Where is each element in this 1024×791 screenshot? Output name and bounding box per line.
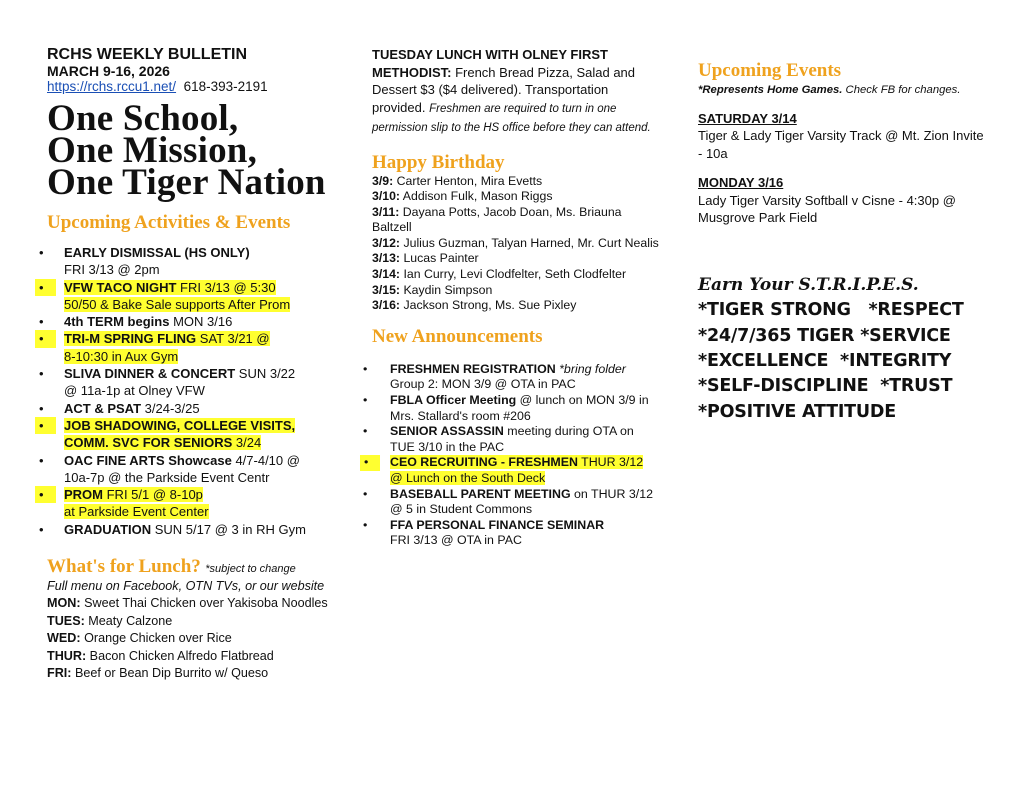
bullet-icon: • <box>363 424 368 439</box>
item-line <box>390 362 626 376</box>
lunch-day <box>47 613 347 630</box>
item-note: *bring folder <box>555 361 626 376</box>
item-text: at Parkside Event Center <box>64 504 209 520</box>
lunch-day <box>47 648 347 665</box>
item-text: 3/24-3/25 <box>141 400 200 416</box>
birthday-date: 3/11: <box>372 204 400 219</box>
item-bold: 4th TERM begins <box>64 314 170 330</box>
item-text: 4/7-4/10 @ <box>231 452 300 468</box>
tuesday-lunch-note: Freshmen are required to turn in one permission slip to the HS office before they can attend. <box>372 102 651 134</box>
bullet-icon: • <box>35 330 56 347</box>
lunch-meal: Bacon Chicken Alfredo Flatbread <box>89 648 274 663</box>
item-text: SUN 5/17 @ 3 in RH Gym <box>151 521 306 537</box>
bulletin-title: RCHS WEEKLY BULLETIN <box>47 46 248 63</box>
upcoming-note <box>698 82 988 98</box>
item-line <box>64 280 276 295</box>
list-item <box>39 313 347 330</box>
lunch-meal: Beef or Bean Dip Burrito w/ Queso <box>74 666 269 681</box>
item-line <box>64 245 250 260</box>
bullet-icon: • <box>363 486 368 501</box>
item-line <box>64 366 295 381</box>
bullet-icon: • <box>35 279 56 296</box>
birthday-date: 3/14: <box>372 267 401 282</box>
item-bold: TRI-M SPRING FLING <box>64 331 197 347</box>
bullet-icon: • <box>363 361 368 376</box>
birthday-item <box>372 298 662 314</box>
item-bold: VFW TACO NIGHT <box>64 279 177 295</box>
birthday-item <box>372 189 662 205</box>
item-line <box>390 377 576 391</box>
birthday-item <box>372 267 662 283</box>
birthday-list <box>372 174 662 314</box>
motto <box>47 98 347 203</box>
item-text: THUR 3/12 <box>577 455 644 470</box>
stripes-line: *SELF-DISCIPLINE *TRUST <box>698 376 953 397</box>
menu-note: Full menu on Facebook, OTN TVs, or our website <box>47 579 325 594</box>
item-line <box>64 504 209 519</box>
middle-column <box>363 46 662 549</box>
lunch-meal: Meaty Calzone <box>88 613 173 628</box>
left-column <box>39 46 347 682</box>
item-bold: GRADUATION <box>64 521 152 537</box>
lunch-menu <box>47 595 347 682</box>
stripes-line: *POSITIVE ATTITUDE <box>698 401 897 422</box>
lunch-meal: Sweet Thai Chicken over Yakisoba Noodles <box>84 596 328 611</box>
list-item <box>363 424 662 455</box>
list-item <box>39 486 347 521</box>
item-line <box>390 518 604 532</box>
birthday-item <box>372 283 662 299</box>
item-text: 8-10:30 in Aux Gym <box>64 348 179 364</box>
item-text: Group 2: MON 3/9 @ OTA in PAC <box>390 377 576 392</box>
event-item <box>698 174 988 226</box>
list-item <box>39 279 347 314</box>
home-games-note: *Represents Home Games. <box>698 84 843 96</box>
item-text: meeting during OTA on <box>503 424 634 439</box>
item-line <box>64 383 205 398</box>
item-bold: FBLA Officer Meeting <box>390 393 517 408</box>
motto-line: One Tiger Nation <box>47 162 326 203</box>
birthday-names: Carter Henton, Mira Evetts <box>396 173 543 188</box>
list-item <box>39 330 347 365</box>
item-line <box>390 440 504 454</box>
lunch-day-label: THUR: <box>47 648 87 663</box>
list-item <box>39 417 347 452</box>
lunch-day-label: TUES: <box>47 613 85 628</box>
bullet-icon: • <box>39 452 44 468</box>
stripes-line: *EXCELLENCE *INTEGRITY <box>698 351 952 372</box>
birthday-names: Ian Curry, Levi Clodfelter, Seth Clodfelter <box>403 267 627 282</box>
item-text: Mrs. Stallard's room #206 <box>390 408 531 423</box>
item-line <box>64 418 295 433</box>
stripes-heading: Earn Your S.T.R.I.P.E.S. <box>698 275 919 296</box>
item-text: 10a-7p @ the Parkside Event Centr <box>64 469 270 485</box>
list-item <box>39 521 347 538</box>
bullet-icon: • <box>35 417 56 434</box>
item-line <box>64 435 261 450</box>
birthday-date: 3/15: <box>372 282 401 297</box>
birthday-date: 3/13: <box>372 251 401 266</box>
bullet-icon: • <box>39 400 44 416</box>
bullet-icon: • <box>39 521 44 537</box>
birthday-item <box>372 251 662 267</box>
tuesday-lunch-title: TUESDAY LUNCH WITH OLNEY FIRST METHODIST: <box>372 47 608 80</box>
item-text: @ Lunch on the South Deck <box>390 471 546 485</box>
birthday-names: Kaydin Simpson <box>403 282 493 297</box>
bullet-icon: • <box>39 366 44 382</box>
item-text: 3/24 <box>232 435 262 451</box>
activities-list <box>39 244 347 538</box>
item-bold: BASEBALL PARENT MEETING <box>390 486 571 501</box>
item-line <box>390 533 522 547</box>
lunch-day-label: WED: <box>47 631 81 646</box>
item-bold: FFA PERSONAL FINANCE SEMINAR <box>390 517 605 532</box>
item-line <box>64 349 178 364</box>
birthday-names: Addison Fulk, Mason Riggs <box>402 189 553 204</box>
lunch-day <box>47 630 347 647</box>
list-item <box>39 244 347 279</box>
phone: 618-393-2191 <box>183 79 268 94</box>
list-item <box>39 452 347 487</box>
item-line <box>390 424 634 438</box>
list-item <box>363 486 662 518</box>
item-text: MON 3/16 <box>169 314 233 330</box>
bullet-icon: • <box>363 517 368 532</box>
lunch-day-label: MON: <box>47 596 81 611</box>
lunch-meal: Orange Chicken over Rice <box>84 631 232 646</box>
item-line <box>390 455 643 469</box>
item-bold: OAC FINE ARTS Showcase <box>64 452 232 468</box>
announcements-list <box>363 361 662 549</box>
item-bold: FRESHMEN REGISTRATION <box>390 361 556 376</box>
item-line <box>64 487 203 502</box>
motto-line: One Mission, <box>47 130 258 171</box>
item-bold: ACT & PSAT <box>64 400 142 416</box>
birthday-names: Lucas Painter <box>403 251 479 266</box>
item-line <box>390 471 545 485</box>
item-line <box>64 453 300 468</box>
item-text: SUN 3/22 <box>235 366 296 382</box>
item-bold: EARLY DISMISSAL (HS ONLY) <box>64 245 250 260</box>
lunch-day <box>47 665 347 682</box>
birthday-item <box>372 174 662 190</box>
fb-note: Check FB for changes. <box>842 84 961 96</box>
item-bold: JOB SHADOWING, COLLEGE VISITS, <box>64 417 296 433</box>
list-item <box>39 365 347 400</box>
lunch-note: *subject to change <box>205 563 296 576</box>
item-line <box>64 297 290 312</box>
item-line <box>64 470 269 485</box>
motto-line: One School, <box>47 98 239 139</box>
item-line <box>64 262 160 277</box>
item-line <box>390 393 649 407</box>
tuesday-lunch <box>372 46 662 138</box>
lunch-title: What's for Lunch? <box>47 556 201 578</box>
birthday-names: Jackson Strong, Ms. Sue Pixley <box>403 298 577 313</box>
list-item <box>39 400 347 417</box>
item-text: @ 5 in Student Commons <box>390 502 533 517</box>
bullet-icon: • <box>39 314 44 330</box>
stripes-line: *TIGER STRONG *RESPECT <box>698 300 964 321</box>
item-line <box>64 401 200 416</box>
bullet-icon: • <box>363 393 368 408</box>
item-bold: SENIOR ASSASSIN <box>390 424 504 439</box>
item-text: SAT 3/21 @ <box>196 331 270 347</box>
list-item <box>363 361 662 393</box>
item-text: TUE 3/10 in the PAC <box>390 439 505 454</box>
birthday-names: Julius Guzman, Talyan Harned, Mr. Curt Nealis <box>403 235 659 250</box>
item-text: FRI 3/13 @ 5:30 <box>176 279 276 295</box>
event-day: MONDAY 3/16 <box>698 175 784 191</box>
item-text: FRI 3/13 @ 2pm <box>64 262 160 278</box>
list-item <box>364 455 662 486</box>
list-item <box>363 517 662 549</box>
item-text: @ 11a-1p at Olney VFW <box>64 383 205 399</box>
birthday-date: 3/16: <box>372 298 401 313</box>
bullet-icon: • <box>360 455 380 471</box>
lunch-day <box>47 595 347 612</box>
events-list <box>698 110 988 226</box>
item-text: FRI 5/1 @ 8-10p <box>103 487 203 503</box>
activities-heading: Upcoming Activities & Events <box>47 212 291 233</box>
item-line <box>390 409 531 423</box>
bullet-icon: • <box>39 245 44 260</box>
lunch-day-label: FRI: <box>47 666 72 681</box>
item-line <box>64 522 306 537</box>
event-desc: Tiger & Lady Tiger Varsity Track @ Mt. Zion Invite - 10a <box>698 128 984 161</box>
item-text: 50/50 & Bake Sale supports After Prom <box>64 296 291 312</box>
item-line <box>64 331 270 346</box>
item-bold: COMM. SVC FOR SENIORS <box>64 435 233 451</box>
list-item <box>363 393 662 424</box>
item-line <box>390 487 653 501</box>
right-column <box>698 60 988 425</box>
website-link[interactable]: https://rchs.rccu1.net/ <box>47 79 177 94</box>
birthday-names: Dayana Potts, Jacob Doan, Ms. Briauna Baltzell <box>372 204 622 235</box>
item-line <box>64 314 232 329</box>
item-bold: PROM <box>64 487 103 503</box>
birthday-date: 3/10: <box>372 189 401 204</box>
announcements-heading: New Announcements <box>372 325 543 347</box>
stripes-list <box>698 298 988 424</box>
event-day: SATURDAY 3/14 <box>698 111 797 126</box>
stripes-line: *24/7/365 TIGER *SERVICE <box>698 325 951 346</box>
birthday-item <box>372 205 662 236</box>
bullet-icon: • <box>35 486 56 503</box>
item-text: on THUR 3/12 <box>570 486 654 501</box>
birthday-item <box>372 236 662 252</box>
birthday-heading: Happy Birthday <box>372 151 505 173</box>
item-text: @ lunch on MON 3/9 in <box>516 393 649 408</box>
tuesday-lunch-text: French Bread Pizza, Salad and Dessert $3 ($4 delivered). Transportation provided. <box>372 64 636 115</box>
item-text: FRI 3/13 @ OTA in PAC <box>390 533 522 548</box>
birthday-date: 3/12: <box>372 235 401 250</box>
item-line <box>390 502 532 516</box>
item-bold: CEO RECRUITING - FRESHMEN <box>390 455 578 470</box>
bulletin-dates: MARCH 9-16, 2026 <box>47 63 170 79</box>
upcoming-heading: Upcoming Events <box>698 60 842 81</box>
event-desc: Lady Tiger Varsity Softball v Cisne - 4:30p @ Musgrove Park Field <box>698 192 956 226</box>
item-bold: SLIVA DINNER & CONCERT <box>64 366 236 382</box>
event-item <box>698 110 988 162</box>
birthday-date: 3/9: <box>372 173 394 188</box>
lunch-heading <box>47 556 347 578</box>
